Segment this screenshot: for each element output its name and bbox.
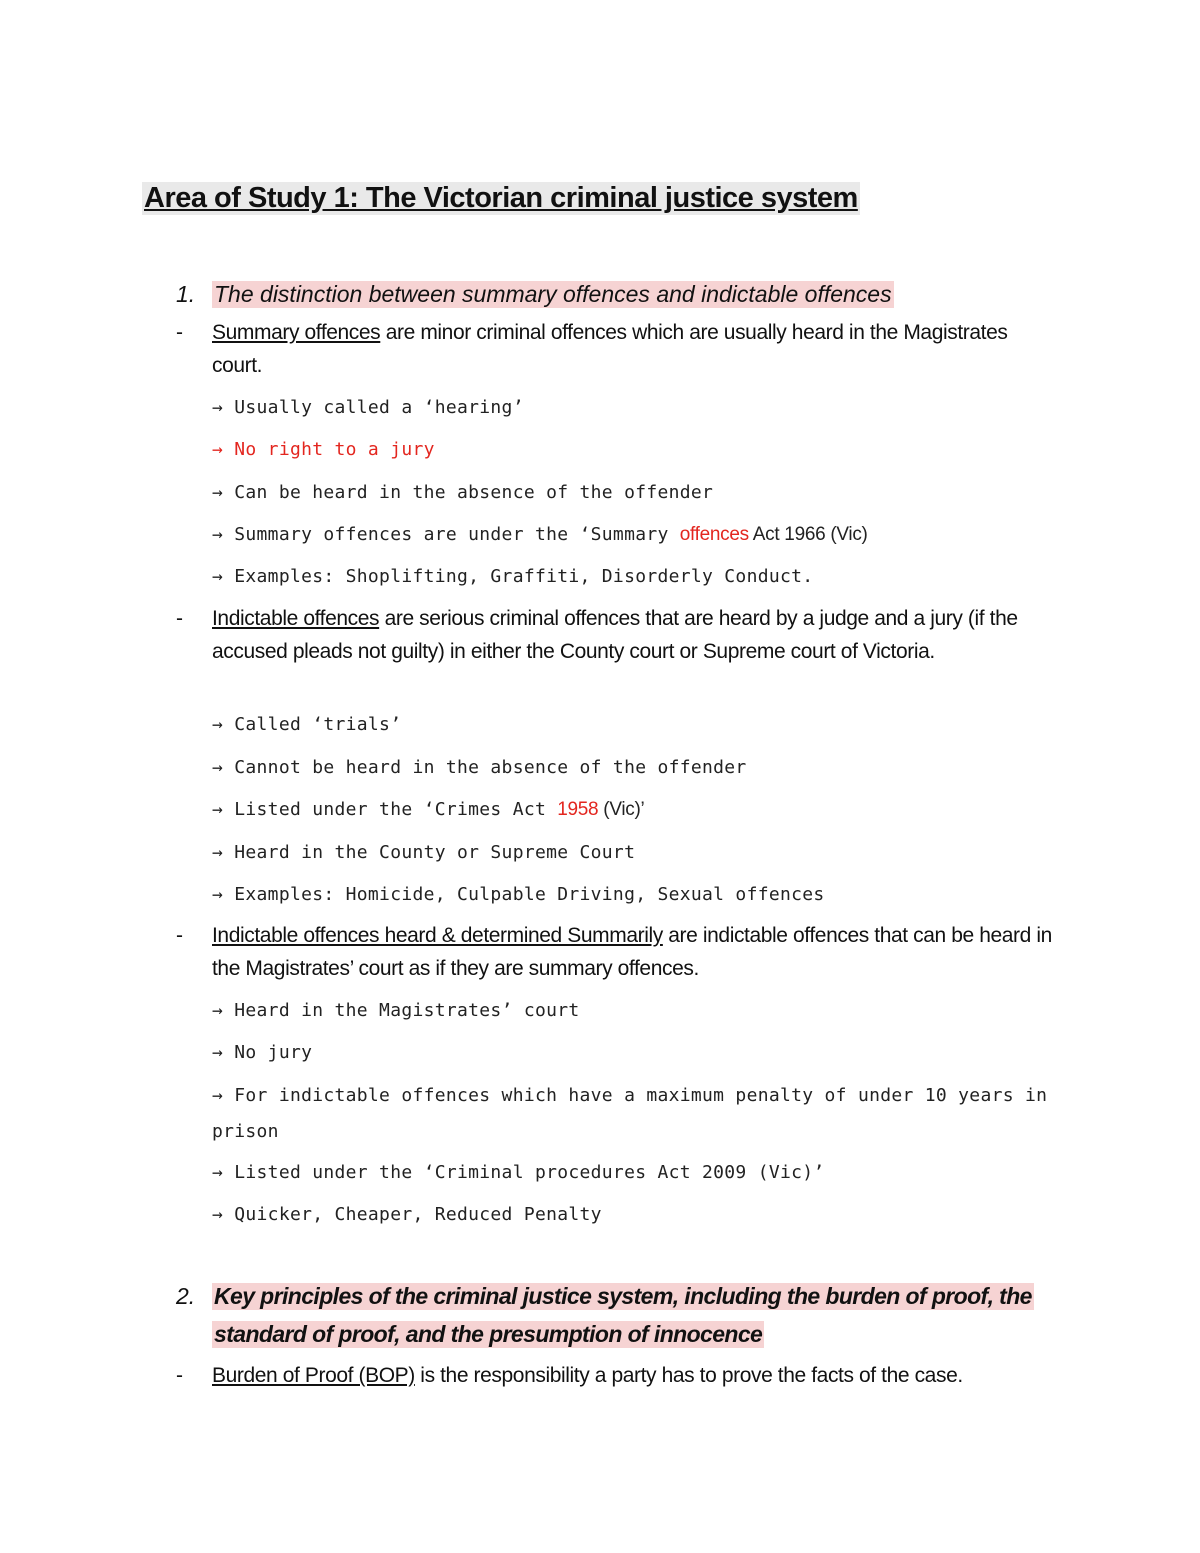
section-1-number: 1. (176, 281, 196, 307)
summary-act-highlight: offences (679, 524, 749, 545)
indictable-offences-term: Indictable offences (212, 607, 380, 630)
iohds-term: Indictable offences heard & determined Summarily (212, 924, 663, 947)
section-2-heading-line-1: Key principles of the criminal justice system, including the burden of proof, the (214, 1283, 1032, 1309)
summary-bullet-2: → No right to a jury (212, 439, 435, 460)
indictable-offences-definition: are serious criminal offences that are heard by a judge and a jury (if the accused pleads not guilty) in either the County court or Supreme court of Victoria. (212, 607, 1018, 663)
indictable-bullet-4: → Heard in the County or Supreme Court (212, 842, 636, 863)
crimes-act-tail: (Vic)’ (598, 799, 645, 820)
summary-bullet-3: → Can be heard in the absence of the offender (212, 482, 714, 503)
iohds-bullet-4: → Listed under the ‘Criminal procedures Act 2009 (Vic)’ (212, 1162, 825, 1183)
section-1-heading-text: The distinction between summary offences and indictable offences (214, 281, 892, 307)
summary-offences-definition: are minor criminal offences which are usually heard in the Magistrates court. (212, 321, 1008, 377)
summary-act-tail: Act 1966 (Vic) (748, 524, 868, 545)
indictable-bullet-3-text: → Listed under the ‘Crimes Act (212, 799, 558, 820)
indictable-bullet-1: → Called ‘trials’ (212, 714, 402, 735)
section-2-number: 2. (176, 1283, 196, 1309)
summary-bullet-4 (212, 524, 868, 546)
indictable-bullet-2: → Cannot be heard in the absence of the offender (212, 757, 747, 778)
burden-of-proof-term: Burden of Proof (BOP) (212, 1364, 415, 1387)
bullet-dash: - (176, 321, 183, 344)
summary-bullet-1: → Usually called a ‘hearing’ (212, 397, 524, 418)
bullet-dash: - (176, 1364, 183, 1387)
bullet-dash: - (176, 607, 183, 630)
iohds-bullet-3: → For indictable offences which have a maximum penalty of under 10 years in prison (212, 1085, 1048, 1142)
burden-of-proof-definition: is the responsibility a party has to prove the facts of the case. (414, 1364, 963, 1387)
summary-offences-term: Summary offences (212, 321, 381, 344)
section-2-heading-line-2: standard of proof, and the presumption of innocence (214, 1321, 763, 1347)
iohds-definition: are indictable offences that can be heard in the Magistrates’ court as if they are summary offences. (212, 924, 1052, 980)
iohds-bullet-5: → Quicker, Cheaper, Reduced Penalty (212, 1204, 602, 1225)
indictable-bullet-5: → Examples: Homicide, Culpable Driving, Sexual offences (212, 884, 825, 905)
summary-bullet-5: → Examples: Shoplifting, Graffiti, Disorderly Conduct. (212, 566, 814, 587)
iohds-bullet-2: → No jury (212, 1042, 313, 1063)
indictable-bullet-3 (212, 799, 644, 821)
page-title: Area of Study 1: The Victorian criminal justice system (144, 182, 858, 214)
iohds-bullet-1: → Heard in the Magistrates’ court (212, 1000, 580, 1021)
summary-bullet-4-text: → Summary offences are under the ‘Summary (212, 524, 680, 545)
bullet-dash: - (176, 924, 183, 947)
crimes-act-year: 1958 (557, 799, 599, 820)
